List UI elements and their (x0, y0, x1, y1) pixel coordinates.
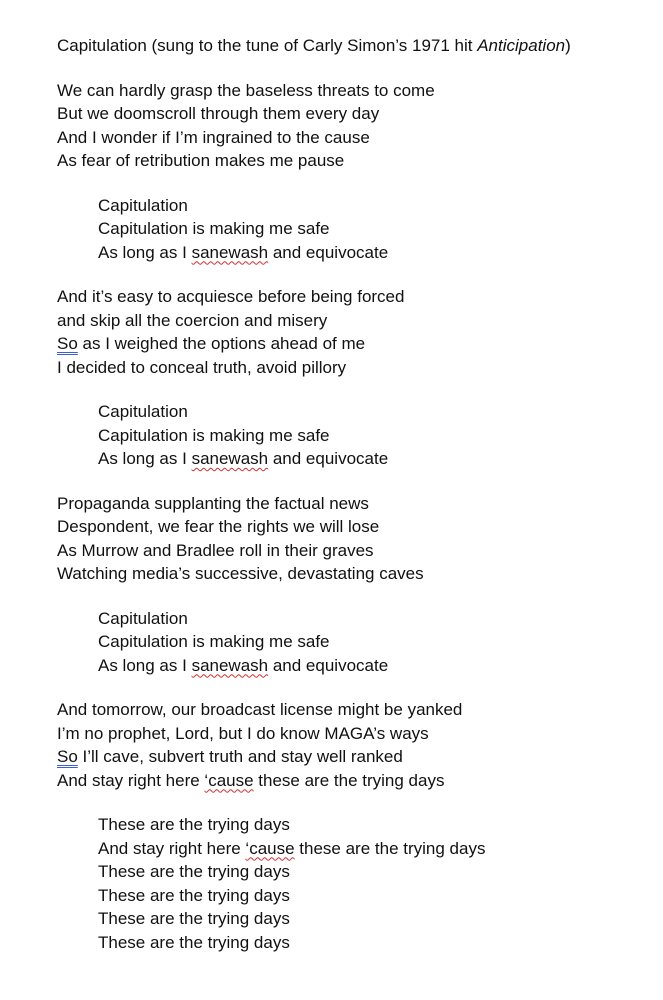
lyric-line: and skip all the coercion and misery (57, 310, 328, 330)
title-suffix: ) (565, 36, 571, 55)
chorus-stanza (98, 607, 643, 678)
lyric-line: As fear of retribution makes me pause (57, 151, 345, 170)
lyric-line: Capitulation (98, 195, 188, 215)
lyric-line: And stay right here ‘cause these are the trying days (98, 838, 486, 858)
verse-stanza (57, 492, 643, 586)
lyric-line: I’m no prophet, Lord, but I do know MAGA’s ways (57, 723, 429, 743)
title-prefix: Capitulation (sung to the tune of Carly Simon’s 1971 hit (57, 36, 478, 55)
lyric-line: And tomorrow, our broadcast license might be yanked (57, 700, 463, 719)
lyric-line: Capitulation is making me safe (98, 219, 330, 238)
verse-stanza (57, 285, 643, 379)
lyric-line: As long as I sanewash and equivocate (98, 655, 389, 675)
chorus-stanza (98, 400, 643, 471)
lyric-line: These are the trying days (98, 862, 290, 881)
spelling-flag: sanewash (191, 655, 269, 675)
lyric-line: Watching media’s successive, devastating caves (57, 564, 424, 583)
lyrics-body (57, 79, 643, 955)
grammar-flag: So (57, 747, 78, 766)
lyric-line: So as I weighed the options ahead of me (57, 334, 366, 353)
lyric-line: And stay right here ‘cause these are the trying days (57, 770, 445, 790)
spelling-flag: sanewash (191, 449, 269, 468)
lyric-line: But we doomscroll through them every day (57, 104, 380, 123)
grammar-flag: So (57, 334, 78, 353)
lyric-line: Capitulation (98, 402, 188, 421)
lyric-line: These are the trying days (98, 909, 290, 928)
lyric-line: Capitulation is making me safe (98, 425, 330, 445)
verse-stanza (57, 79, 643, 173)
lyric-line: These are the trying days (98, 932, 290, 952)
spelling-flag: sanewash (191, 242, 269, 262)
lyric-line: These are the trying days (98, 885, 290, 905)
lyric-line: So I’ll cave, subvert truth and stay well ranked (57, 747, 403, 766)
lyric-line: And I wonder if I’m ingrained to the cause (57, 127, 370, 147)
lyric-line: I decided to conceal truth, avoid pillory (57, 357, 347, 377)
title-italic: Anticipation (477, 36, 566, 55)
verse-stanza (57, 698, 643, 792)
lyric-line: As long as I sanewash and equivocate (98, 449, 389, 468)
lyric-line: Capitulation is making me safe (98, 632, 330, 651)
spelling-flag: ‘cause (204, 770, 254, 790)
lyric-line: These are the trying days (98, 815, 290, 834)
lyric-line: We can hardly grasp the baseless threats to come (57, 80, 435, 100)
chorus-stanza (98, 813, 643, 954)
lyric-line: And it’s easy to acquiesce before being forced (57, 287, 405, 306)
lyric-line: Propaganda supplanting the factual news (57, 493, 369, 513)
lyric-line: As Murrow and Bradlee roll in their graves (57, 540, 374, 560)
lyric-line: Capitulation (98, 608, 188, 628)
chorus-stanza (98, 194, 643, 265)
spelling-flag: ‘cause (245, 838, 295, 858)
lyric-line: Despondent, we fear the rights we will lose (57, 517, 380, 536)
lyric-line: As long as I sanewash and equivocate (98, 242, 389, 262)
song-title (57, 34, 643, 58)
